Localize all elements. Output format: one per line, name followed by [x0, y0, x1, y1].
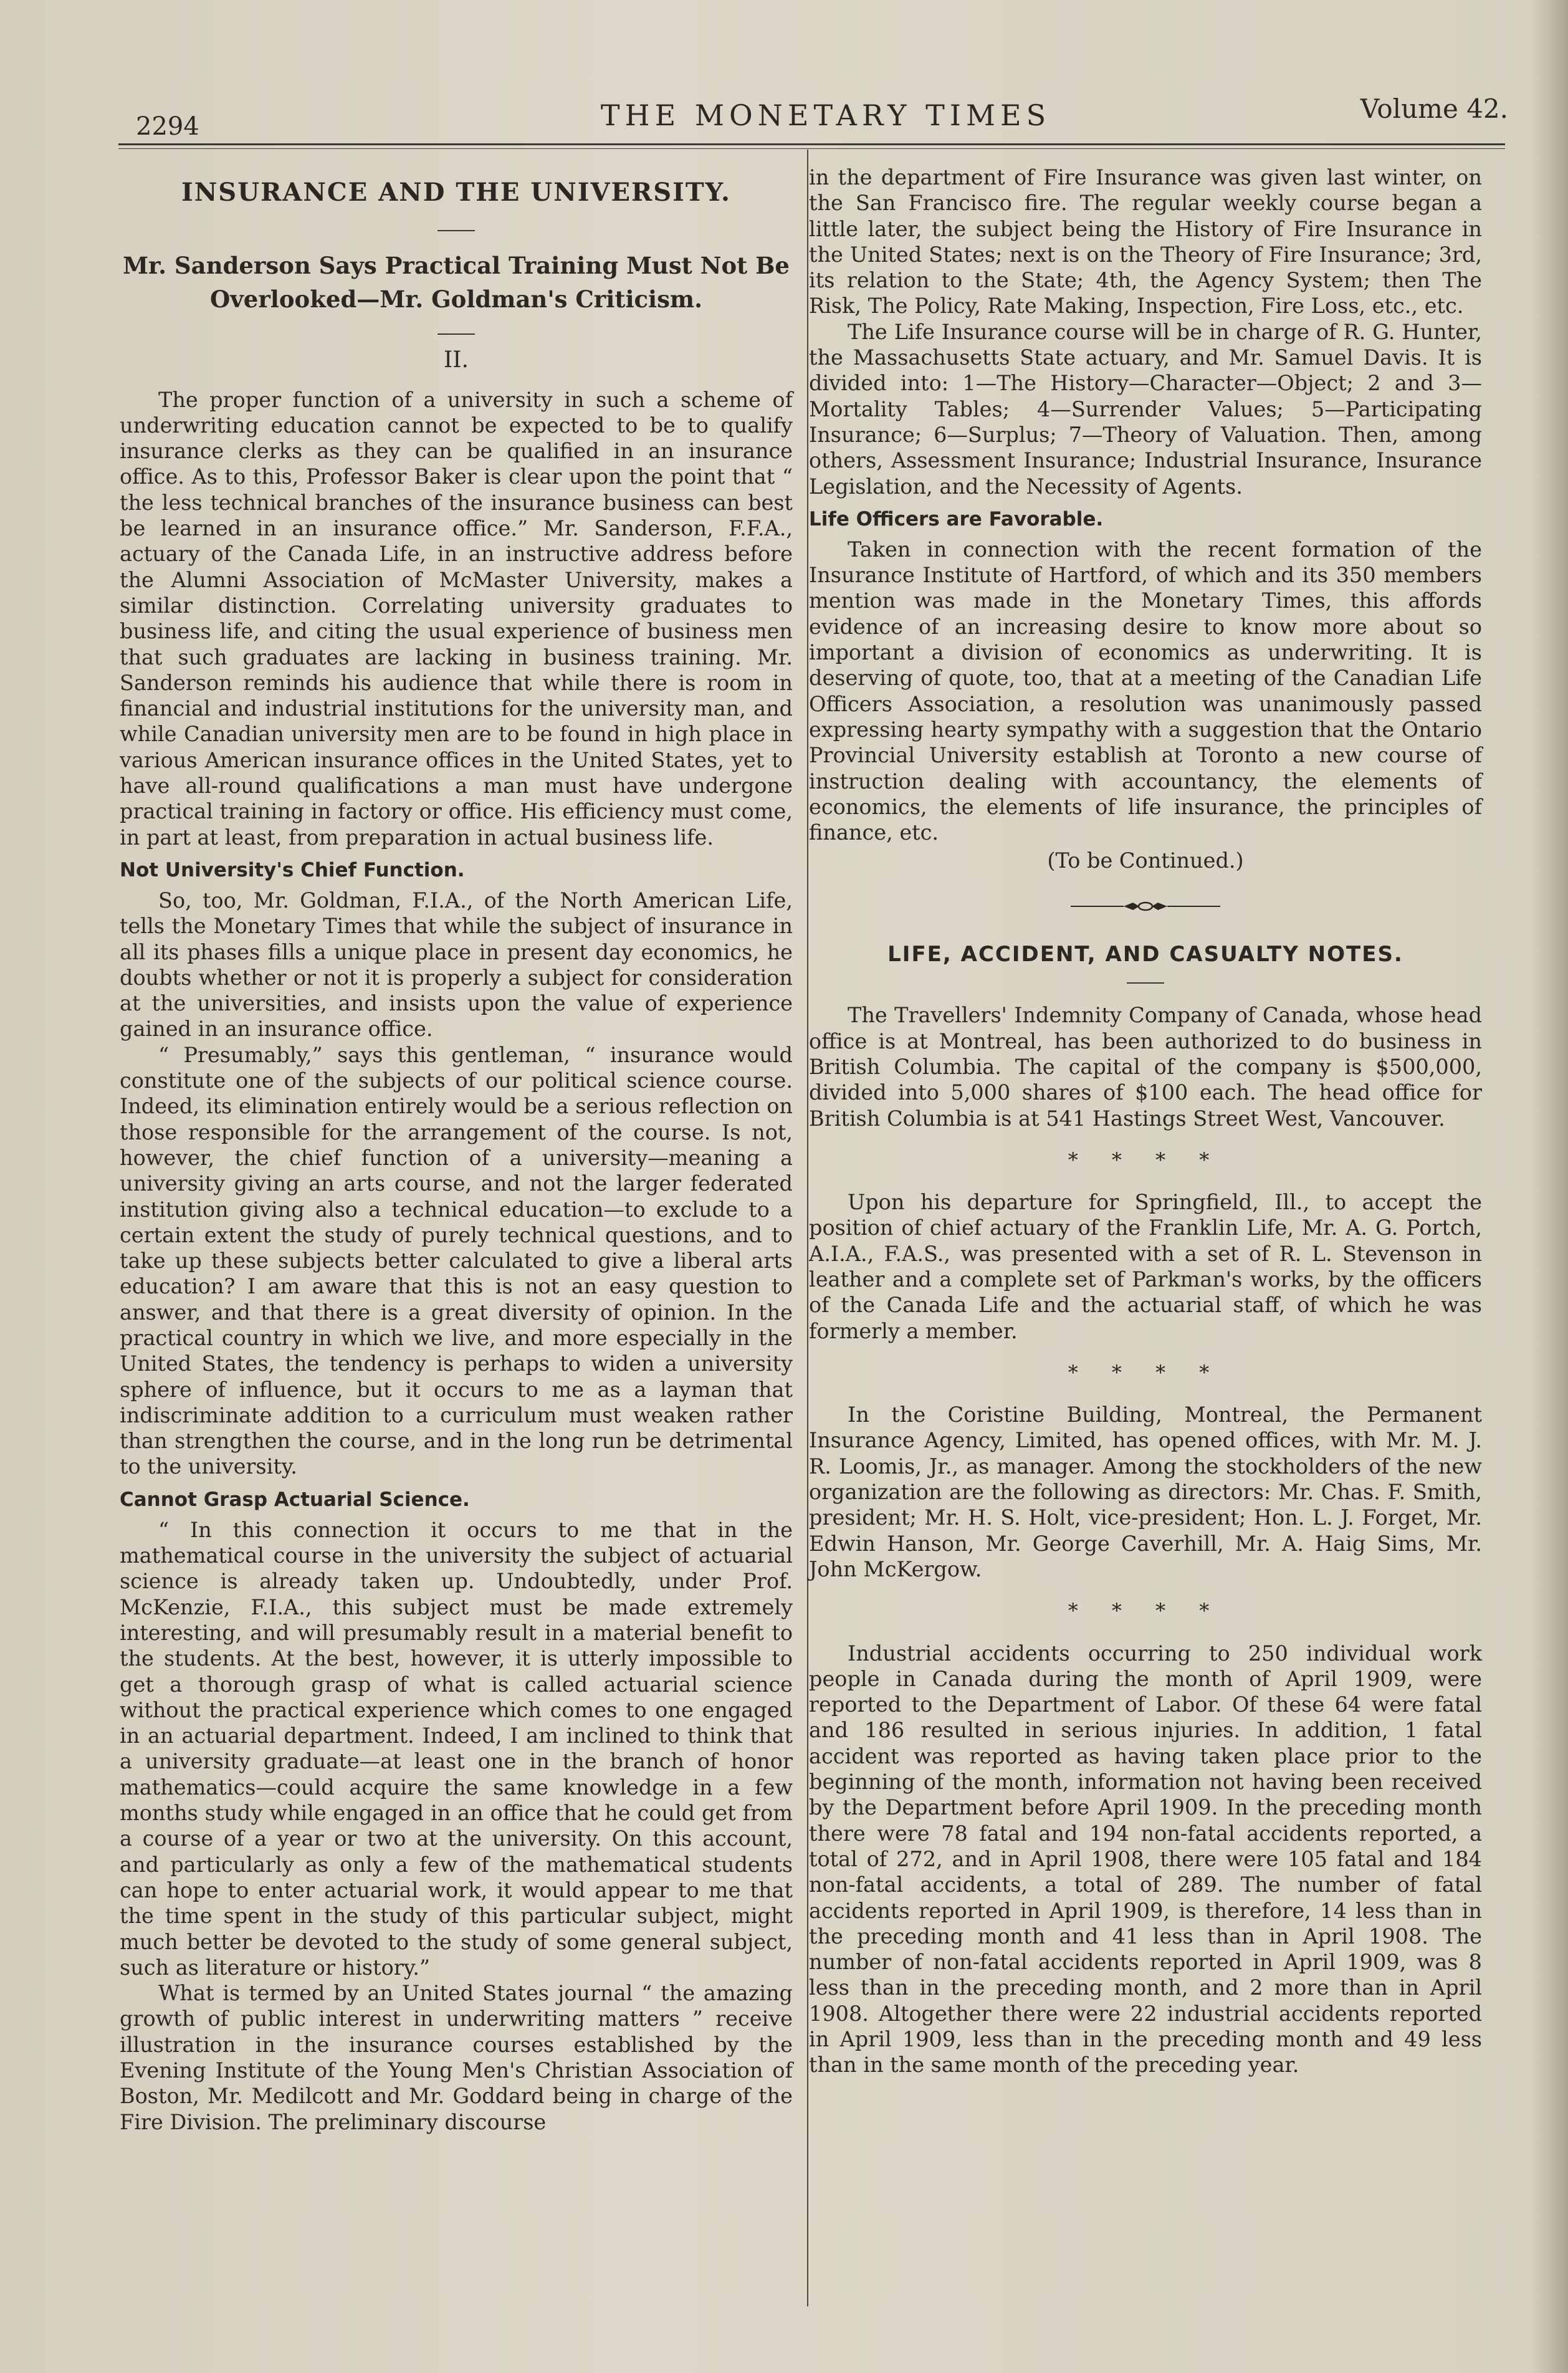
masthead: THE MONETARY TIMES	[600, 98, 1051, 132]
part-number: II.	[444, 347, 469, 373]
page-number: 2294	[136, 112, 199, 141]
section-heading: Not University's Chief Function.	[120, 858, 465, 881]
separator-stars: * * * *	[1068, 1599, 1223, 1623]
paragraph: What is termed by an United States journal “ the amazing growth of public interest in underwriting matters ” receive illustration in the insurance courses established by the Evening Institute of the Young Men's Christian Association of Boston, Mr. Medilcott and Mr. Goddard being in charge of the Fire Division. The preliminary discourse	[120, 1981, 793, 2134]
paragraph: Taken in connection with the recent formation of the Insurance Institute of Hartford, of which and its 350 members mention was made in the Monetary Times, this affords evidence of an increasing desire to know more about so important a division of economics as underwriting. It is deserving of quote, too, that at a meeting of the Canadian Life Officers Association, a resolution was unanimously passed expressing hearty sympathy with a suggestion that the Ontario Provincial University establish at Toronto a new course of instruction dealing with accountancy, the elements of economics, the elements of life insurance, the principles of finance, etc.	[809, 537, 1482, 845]
news-note: In the Coristine Building, Montreal, the Permanent Insurance Agency, Limited, has opened offices, with Mr. M. J. R. Loomis, Jr., as manager. Among the stockholders of the new organization are the following as directors: Mr. Chas. F. Smith, president; Mr. H. S. Holt, vice-president; Hon. L. J. Forget, Mr. Edwin Hanson, Mr. George Caverhill, Mr. A. Haig Sims, Mr. John McKergow.	[809, 1402, 1482, 1581]
article-subtitle: Mr. Sanderson Says Practical Training Must Not Be Overlooked—Mr. Goldman's Criticism.	[123, 252, 790, 314]
section-rule	[1127, 982, 1164, 984]
paragraph: “ Presumably,” says this gentleman, “ insurance would constitute one of the subjects of our political science course. Indeed, its elimination entirely would be a serious reflection on those responsible for the arrangement of the course. Is not, however, the chief function of a university—meaning a university giving an arts course, and not the larger federated institution giving also a technical education—to exclude to a certain extent the study of purely technical questions, and to take up these subjects better calculated to give a liberal arts education? I am aware that this is not an easy question to answer, and that there is a great diversity of opinion. In the practical country in which we live, and more especially in the United States, the tendency is perhaps to widen a university sphere of influence, but it occurs to me as a layman that indiscriminate addition to a curriculum must weaken rather than strengthen the course, and in the long run be detrimental to the university.	[120, 1042, 793, 1479]
column-divider	[807, 150, 808, 2306]
paragraph: in the department of Fire Insurance was given last winter, on the San Francisco fire. The regular weekly course began a little later, the subject being the History of Fire Insurance in the United States; next is on the Theory of Fire Insurance; 3rd, its relation to the State; 4th, the Agency System; then The Risk, The Policy, Rate Making, Inspection, Fire Loss, etc., etc.	[809, 165, 1482, 319]
news-note: Industrial accidents occurring to 250 individual work people in Canada during the month of April 1909, were reported to the Department of Labor. Of these 64 were fatal and 186 resulted in serious injuries. In addition, 1 fatal accident was reported as having taken place prior to the beginning of the month, information not having been received by the Department before April 1909. In the preceding month there were 78 fatal and 194 non-fatal accidents reported, a total of 272, and in April 1908, there were 105 fatal and 184 non-fatal accidents, a total of 289. The number of fatal accidents reported in April 1909, is therefore, 14 less than in the preceding month and 41 less than in April 1908. The number of non-fatal accidents reported in April 1909, was 8 less than in the preceding month, and 2 more than in April 1908. Altogether there were 22 industrial accidents reported in April 1909, less than in the preceding month and 49 less than in the same month of the preceding year.	[809, 1641, 1482, 2078]
separator-stars: * * * *	[1068, 1148, 1223, 1172]
right-column	[809, 165, 1482, 2078]
subtitle-rule	[437, 333, 475, 335]
section-title: LIFE, ACCIDENT, AND CASUALTY NOTES.	[887, 942, 1403, 967]
title-rule	[437, 230, 475, 231]
continued-note: (To be Continued.)	[1047, 848, 1244, 873]
news-note: The Travellers' Indemnity Company of Canada, whose head office is at Montreal, has been authorized to do business in British Columbia. The capital of the company is $500,000, divided into 5,000 shares of $100 each. The head office for British Columbia is at 541 Hastings Street West, Vancouver.	[809, 1003, 1482, 1131]
section-heading: Life Officers are Favorable.	[809, 507, 1104, 530]
separator-stars: * * * *	[1068, 1360, 1223, 1384]
volume-label: Volume 42.	[1360, 93, 1508, 124]
article-title: INSURANCE AND THE UNIVERSITY.	[181, 178, 731, 207]
paragraph: The proper function of a university in such a scheme of underwriting education cannot be expected to be to qualify insurance clerks as they can be qualified in an insurance office. As to this, Professor Baker is clear upon the point that “ the less technical branches of the insurance business can best be learned in an insurance office.” Mr. Sanderson, F.F.A., actuary of the Canada Life, in an instructive address before the Alumni Association of McMaster University, makes a similar distinction. Correlating university graduates to business life, and citing the usual experience of business men that such graduates are lacking in business training. Mr. Sanderson reminds his audience that while there is room in financial and industrial institutions for the university man, and while Canadian university men are to be found in high place in various American insurance offices in the United States, yet to have all-round qualifications a man must have undergone practical training in factory or office. His efficiency must come, in part at least, from preparation in actual business life.	[120, 387, 793, 850]
paragraph: “ In this connection it occurs to me that in the mathematical course in the university the subject of actuarial science is already taken up. Undoubtedly, under Prof. McKenzie, F.I.A., this subject must be made extremely interesting, and will presumably result in a material benefit to the students. At the best, however, it is utterly impossible to get a thorough grasp of what is called actuarial science without the practical experience which comes to one engaged in an actuarial department. Indeed, I am inclined to think that a university graduate—at least one in the branch of honor mathematics—could acquire the same knowledge in a few months study while engaged in an office that he could get from a course of a year or two at the university. On this account, and particularly as only a few of the mathematical students can hope to enter actuarial work, it would appear to me that the time spent in the study of this particular subject, might much better be devoted to the study of some general subject, such as literature or history.”	[120, 1517, 793, 1980]
paragraph: The Life Insurance course will be in charge of R. G. Hunter, the Massachusetts State actuary, and Mr. Samuel Davis. It is divided into: 1—The History—Character—Object; 2 and 3—Mortality Tables; 4—Surrender Values; 5—Participating Insurance; 6—Surplus; 7—Theory of Valuation. Then, among others, Assessment Insurance; Industrial Insurance, Insurance Legislation, and the Necessity of Agents.	[809, 319, 1482, 499]
section-heading: Cannot Grasp Actuarial Science.	[120, 1488, 470, 1511]
header-rule	[118, 143, 1505, 149]
ornament-divider	[809, 893, 1482, 918]
left-column	[120, 167, 793, 2135]
ornament-icon	[1071, 900, 1220, 913]
page-header	[118, 87, 1533, 143]
paragraph: So, too, Mr. Goldman, F.I.A., of the North American Life, tells the Monetary Times that while the subject of insurance in all its phases fills a unique place in present day economics, he doubts whether or not it is properly a subject for consideration at the universities, and insists upon the value of experience gained in an insurance office.	[120, 888, 793, 1042]
page-edge-shadow	[1531, 0, 1568, 2373]
news-note: Upon his departure for Springfield, Ill., to accept the position of chief actuary of the Franklin Life, Mr. A. G. Portch, A.I.A., F.A.S., was presented with a set of R. L. Stevenson in leather and a complete set of Parkman's works, by the officers of the Canada Life and the actuarial staff, of which he was formerly a member.	[809, 1190, 1482, 1343]
